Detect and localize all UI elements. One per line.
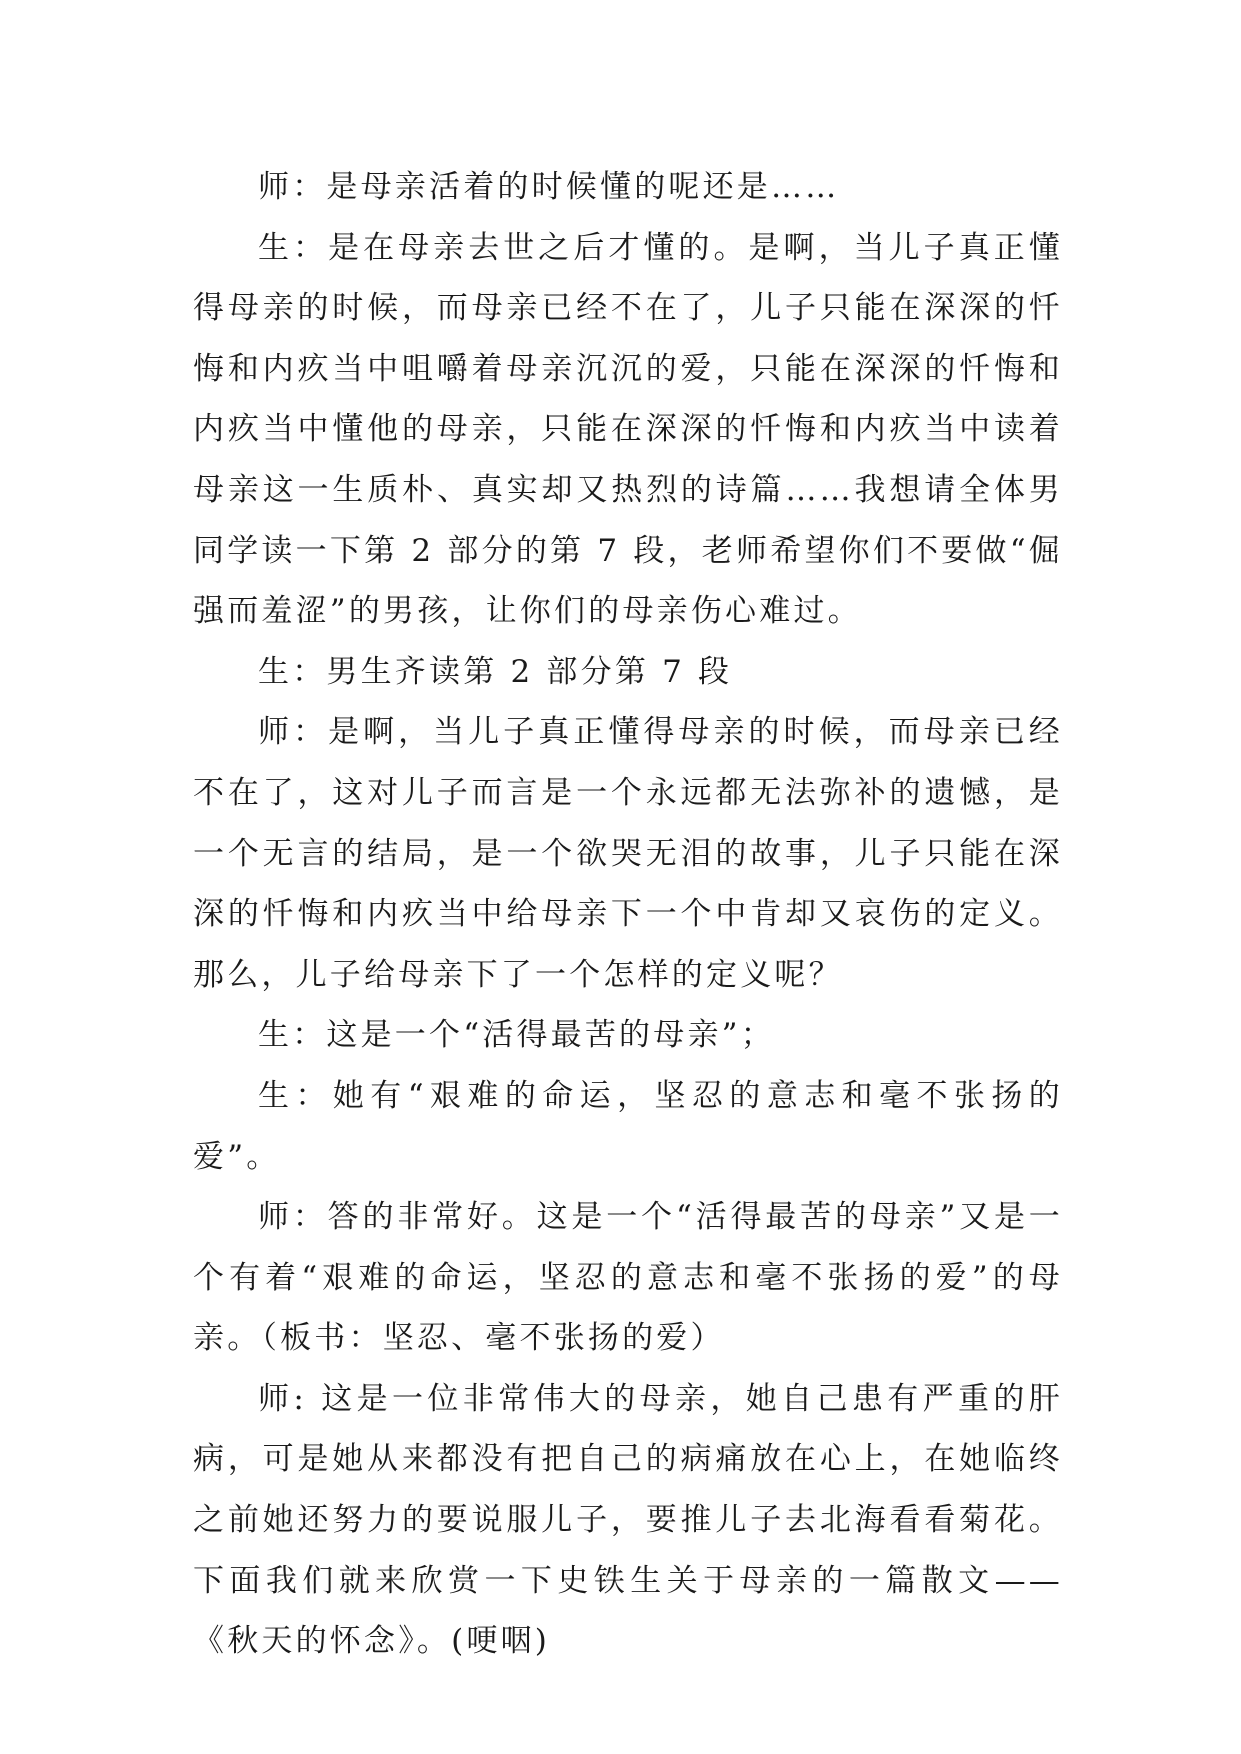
paragraph-boys-read: 生：男生齐读第 2 部分第 7 段: [258, 653, 733, 690]
paragraph-teacher-praise: 师：答的非常好。这是一个“活得最苦的母亲”又是一个有着“艰难的命运，坚忍的意志和毫不张扬的爱”的母亲。（板书：坚忍、毫不张扬的爱）: [193, 1199, 1063, 1357]
paragraph-teacher-definition: 师：是啊，当儿子真正懂得母亲的时候，而母亲已经不在了，这对儿子而言是一个永远都无法弥补的遗憾，是一个无言的结局，是一个欲哭无泪的故事，儿子只能在深深的忏悔和内疚当中给母亲下一个中肯却又哀伤的定义。那么，儿子给母亲下了一个怎样的定义呢？: [193, 714, 1063, 993]
paragraph-student-answer: 生：是在母亲去世之后才懂的。是啊，当儿子真正懂得母亲的时候，而母亲已经不在了，儿子只能在深深的忏悔和内疚当中咀嚼着母亲沉沉的爱，只能在深深的忏悔和内疚当中懂他的母亲，只能在深深的忏悔和内疚当中读着母亲这一生质朴、真实却又热烈的诗篇……我想请全体男同学读一下第 2 部分的第 7 段，老师希望你们不要做“倔强而羞涩”的男孩，让你们的母亲伤心难过。: [193, 229, 1063, 630]
paragraph-student-answer-1: 生：这是一个“活得最苦的母亲”；: [258, 1017, 775, 1054]
paragraph-teacher-introduction: 师: 这是一位非常伟大的母亲，她自己患有严重的肝病，可是她从来都没有把自己的病痛放在心上，在她临终之前她还努力的要说服儿子，要推儿子去北海看看菊花。下面我们就来欣赏一下史铁生关于母亲的一篇散文——《秋天的怀念》。(哽咽): [193, 1380, 1063, 1660]
paragraph-student-answer-2: 生：她有“艰难的命运，坚忍的意志和毫不张扬的爱”。: [193, 1077, 1063, 1175]
document-body: [193, 157, 1063, 1672]
paragraph-teacher-question: 师：是母亲活着的时候懂的呢还是……: [258, 169, 840, 205]
